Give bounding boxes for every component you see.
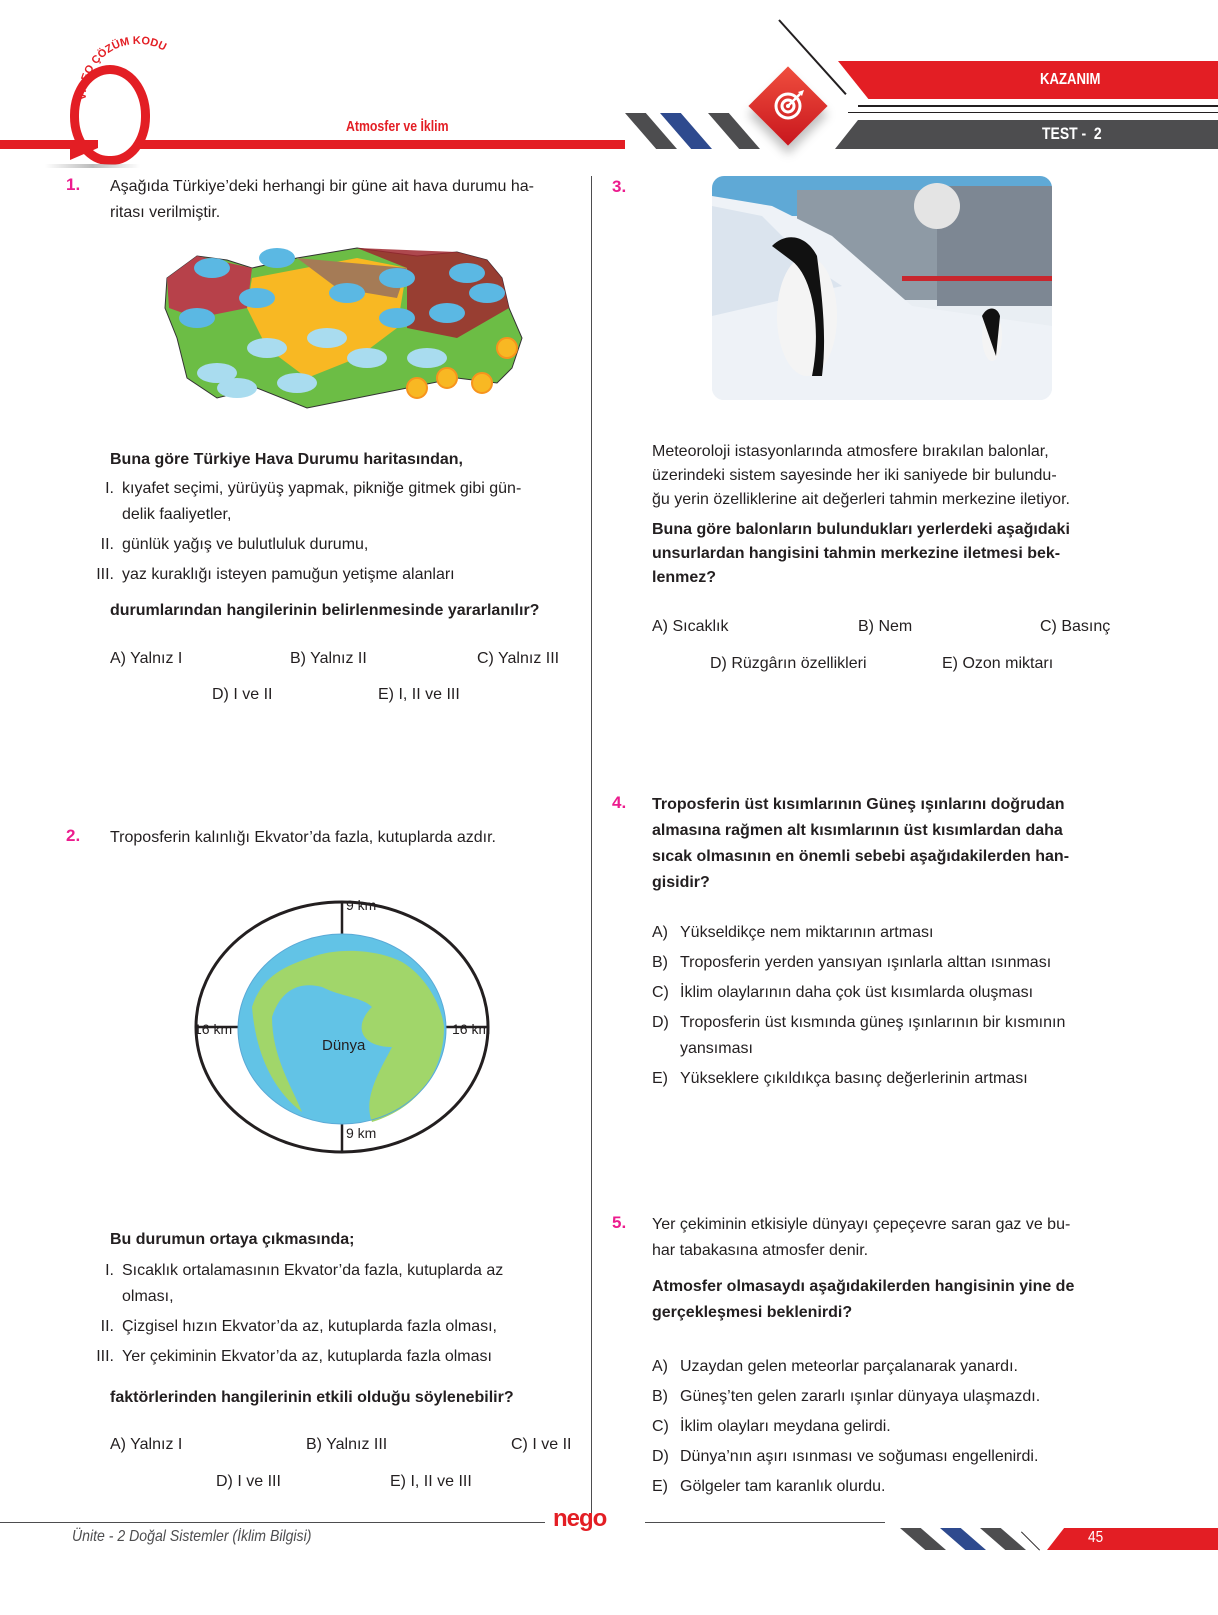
question-2-items [90, 1258, 580, 1370]
logo-text: nego [553, 1505, 607, 1532]
label-earth: Dünya [322, 1037, 366, 1054]
question-1-ask: durumlarından hangilerinin belirlenmesinde yararlanılır? [110, 602, 540, 619]
question-1-intro [110, 174, 580, 226]
intro-line: Aşağıda Türkiye’deki herhangi bir güne ait hava durumu ha- [110, 178, 534, 195]
roman-item: III. Yer çekiminin Ekvator’da az, kutuplarda fazla olması [96, 1348, 492, 1365]
option-e[interactable]: E) Ozon miktarı [942, 655, 1054, 672]
question-4-options [652, 920, 1132, 1096]
roman-item: I. kıyafet seçimi, yürüyüş yapmak, pikniğe gitmek gibi gün- [105, 480, 522, 497]
option-d[interactable]: D) Rüzgârın özellikleri [710, 655, 867, 672]
roman-item-cont: delik faaliyetler, [122, 506, 232, 523]
column-divider [591, 176, 592, 1516]
question-5-ask: Atmosfer olmasaydı aşağıdakilerden hangisinin yine de gerçekleşmesi beklenirdi? [652, 1278, 1075, 1321]
intro-line: ritası verilmiştir. [110, 204, 221, 221]
roman-item: III. yaz kuraklığı isteyen pamuğun yetişme alanları [96, 566, 455, 583]
option-e[interactable]: E) I, II ve III [390, 1473, 472, 1490]
svg-text:VİDEO ÇÖZÜM KODU [76, 35, 168, 100]
question-number: 4. [612, 793, 627, 812]
option-b[interactable]: B) Yalnız III [306, 1436, 388, 1453]
question-4-ask: Troposferin üst kısımlarının Güneş ışınlarını doğrudan almasına rağmen alt kısımlarının üst kısımlardan daha sıcak olmasının en önemli sebebi aşağıdakilerden han- gisidir? [652, 796, 1070, 891]
kazanim-bar [838, 61, 1218, 99]
header-separator [848, 112, 1218, 113]
question-5-body: Yer çekiminin etkisiyle dünyayı çepeçevre saran gaz ve bu- har tabakasına atmosfer denir. [652, 1216, 1071, 1259]
option-a[interactable]: A) Uzaydan gelen meteorlar parçalanarak yanardı. [652, 1358, 1018, 1375]
weather-balloon [914, 183, 960, 229]
question-3-ask: Buna göre balonların bulundukları yerlerdeki aşağıdaki unsurlardan hangisini tahmin merkezine iletmesi bek- lenmez? [652, 521, 1070, 586]
stripe-gray [708, 113, 760, 149]
header-separator [858, 105, 1218, 107]
option-a[interactable]: A) Yalnız I [110, 1436, 183, 1453]
turkey-weather-map [157, 238, 527, 410]
footer-stripe-gray [900, 1528, 946, 1550]
footer-diagonal-line [1021, 1531, 1040, 1550]
video-code-text: VİDEO ÇÖZÜM KODU [76, 34, 169, 101]
option-d[interactable]: D) I ve III [216, 1473, 281, 1490]
option-c[interactable]: C) İklim olaylarının daha çok üst kısımlarda oluşması [652, 984, 1034, 1001]
question-2-intro: Troposferin kalınlığı Ekvator’da fazla, kutuplarda azdır. [110, 829, 496, 846]
video-code-shadow [45, 164, 140, 168]
option-c[interactable]: C) Basınç [1040, 618, 1111, 635]
roman-item: I. Sıcaklık ortalamasının Ekvator’da fazla, kutuplarda az [105, 1262, 504, 1279]
question-2-lead: Bu durumun ortaya çıkmasında; [110, 1231, 355, 1248]
option-a[interactable]: A) Yükseldikçe nem miktarının artması [652, 924, 934, 941]
roman-item: II. günlük yağış ve bulutluluk durumu, [100, 536, 369, 553]
test-bar [835, 120, 1218, 149]
target-icon [766, 84, 810, 128]
label-top: 9 km [346, 897, 377, 913]
question-number: 5. [612, 1213, 627, 1232]
footer-stripe-blue [940, 1528, 986, 1550]
option-b[interactable]: B) Troposferin yerden yansıyan ışınlarla alttan ısınması [652, 954, 1052, 971]
subject-title: Atmosfer ve İklim [346, 118, 449, 135]
footer-line [0, 1522, 545, 1523]
kazanim-label: KAZANIM [1040, 71, 1101, 88]
question-2-ask: faktörlerinden hangilerinin etkili olduğu söylenebilir? [110, 1389, 514, 1406]
question-1-lead: Buna göre Türkiye Hava Durumu haritasından, [110, 451, 463, 468]
publisher-logo [553, 1505, 606, 1533]
option-a[interactable]: A) Sıcaklık [652, 618, 729, 635]
option-d[interactable]: D) Troposferin üst kısmında güneş ışınlarının bir kısmının yansıması [652, 1014, 1066, 1057]
unit-title: Ünite - 2 Doğal Sistemler (İklim Bilgisi) [72, 1528, 312, 1545]
page-number: 45 [1088, 1529, 1104, 1546]
option-d[interactable]: D) I ve II [212, 686, 273, 703]
option-e[interactable]: E) Yükseklere çıkıldıkça basınç değerlerinin artması [652, 1070, 1028, 1087]
question-5-options [652, 1354, 1132, 1504]
question-3-body: Meteoroloji istasyonlarında atmosfere bırakılan balonlar, üzerindeki sistem sayesinde her iki saniyede bir bulundu- ğu yerin özelliklerine ait değerleri tahmin merkezine iletiyor. [652, 443, 1070, 508]
footer-line [645, 1522, 885, 1523]
question-number: 2. [66, 826, 81, 845]
option-a[interactable]: A) Yalnız I [110, 650, 183, 667]
test-label: TEST - 2 [1042, 124, 1102, 143]
question-number: 1. [66, 175, 81, 194]
question-1-items [90, 476, 580, 588]
option-c[interactable]: C) Yalnız III [477, 650, 560, 667]
option-c[interactable]: C) I ve II [511, 1436, 572, 1453]
penguin-weather-balloon-photo [712, 176, 1052, 400]
stripe-red [600, 140, 625, 149]
option-b[interactable]: B) Güneş’ten gelen zararlı ışınlar dünyaya ulaşmazdı. [652, 1388, 1041, 1405]
question-number: 3. [612, 177, 627, 196]
label-left: 16 km [194, 1021, 233, 1037]
option-c[interactable]: C) İklim olayları meydana gelirdi. [652, 1418, 891, 1435]
page-number-bar [1047, 1528, 1218, 1550]
roman-item: II. Çizgisel hızın Ekvator’da az, kutuplarda fazla olması, [100, 1318, 497, 1335]
footer-stripe-gray [980, 1528, 1026, 1550]
option-b[interactable]: B) Yalnız II [290, 650, 367, 667]
label-right: 16 km [452, 1021, 491, 1037]
option-e[interactable]: E) I, II ve III [378, 686, 460, 703]
label-bottom: 9 km [346, 1125, 377, 1141]
option-b[interactable]: B) Nem [858, 618, 913, 635]
video-code-label [78, 30, 208, 110]
roman-item-cont: olması, [122, 1288, 174, 1305]
option-e[interactable]: E) Gölgeler tam karanlık olurdu. [652, 1478, 886, 1495]
option-d[interactable]: D) Dünya’nın aşırı ısınması ve soğuması engellenirdi. [652, 1448, 1039, 1465]
